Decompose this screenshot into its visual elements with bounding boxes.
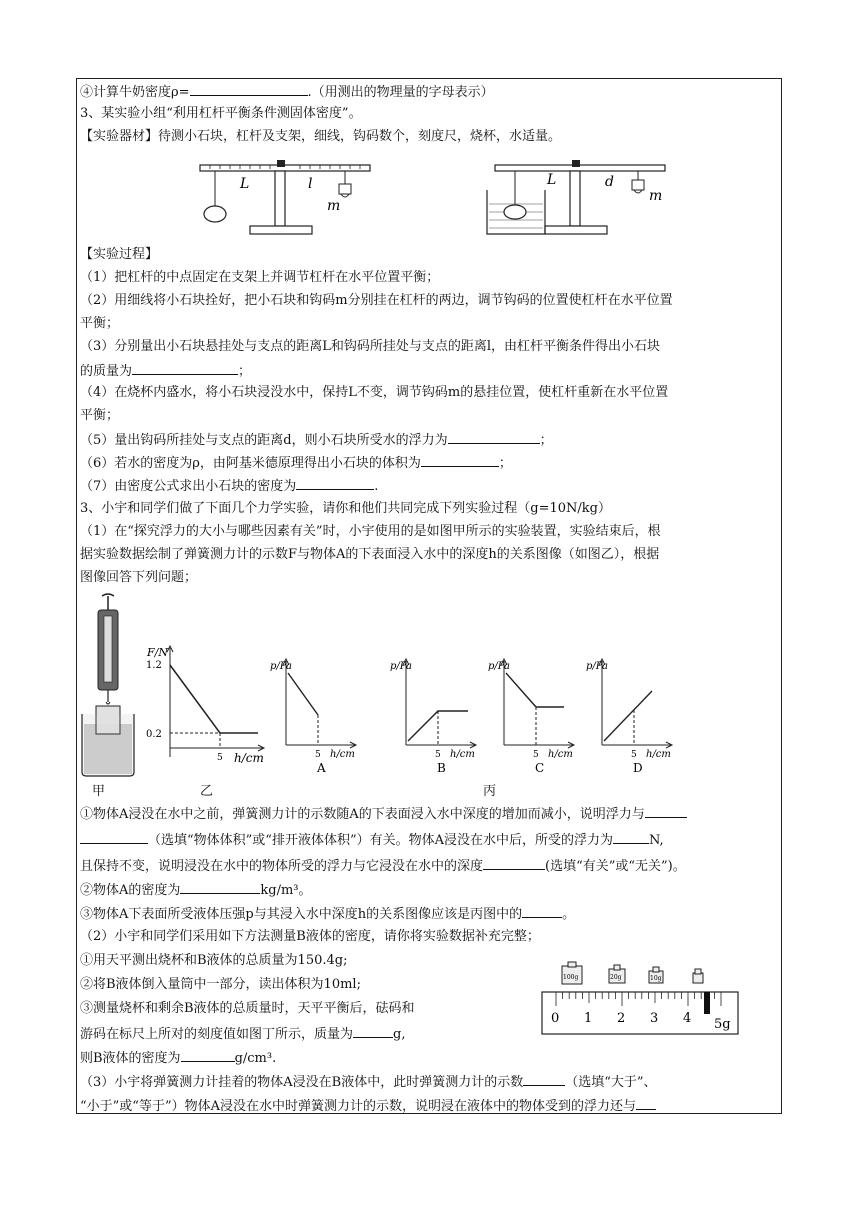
- text-line: 游码在标尺上所对的刻度值如图丁所示，质量为 g,: [80, 1024, 405, 1044]
- text-line: ①物体A浸没在水中之前，弹簧测力计的示数随A的下表面浸入水中深度的增加而减小，说明浮力与: [80, 804, 687, 824]
- scale-tick-3: 3: [650, 1011, 659, 1026]
- scale-tick-1: 1: [584, 1011, 593, 1026]
- caption-yi: 乙: [200, 784, 214, 799]
- text-line: （3）小宇将弹簧测力计挂着的物体A浸没在B液体中，此时弹簧测力计的示数 （选填“大于”、: [80, 1072, 657, 1092]
- graph-tick-0.2: 0.2: [146, 729, 162, 740]
- lever-l-label: l: [308, 176, 313, 192]
- graph-h-axis-label: h/cm: [234, 751, 264, 765]
- graph-F-vs-h: [140, 642, 270, 767]
- graph-tick-5: 5: [217, 753, 223, 763]
- scale-5g-label: 5g: [714, 1017, 731, 1032]
- text-line: （6）若水的密度为ρ，由阿基米德原理得出小石块的体积为 ；: [80, 453, 512, 473]
- text-line: ③测量烧杯和剩余B液体的总质量时，天平平衡后，砝码和: [80, 1001, 415, 1016]
- graph-F-axis-label: F/N: [147, 646, 168, 659]
- scale-tick-4: 4: [683, 1011, 692, 1026]
- text-line: （2）用细线将小石块拴好，把小石块和钩码m分别挂在杠杆的两边，调节钩码的位置使杠杆在水平位置: [80, 293, 673, 308]
- text-line: （2）小宇和同学们采用如下方法测量B液体的密度，请你将实验数据补充完整；: [80, 929, 540, 944]
- text-line: 据实验数据绘制了弹簧测力计的示数F与物体A的下表面浸入水中的深度h的关系图像（如图乙），根据: [80, 547, 660, 562]
- graph-C-p-label: p/Pa: [488, 661, 511, 672]
- text-line: 平衡；: [80, 316, 120, 331]
- graph-B-p-label: p/Pa: [390, 661, 413, 672]
- text-line: （7）由密度公式求出小石块的密度为 .: [80, 476, 378, 496]
- graph-D-caption: D: [633, 761, 643, 775]
- graph-D-h-label: h/cm: [646, 749, 671, 760]
- graph-C-caption: C: [535, 761, 545, 775]
- text-line: 则B液体的密度为 g/cm³.: [80, 1048, 276, 1068]
- weights-and-rider-scale: [540, 960, 750, 1038]
- graph-A-caption: A: [317, 761, 326, 775]
- text-line: ④计算牛奶密度ρ= .（用测出的物理量的字母表示）: [80, 82, 494, 102]
- lever-m-label-2: m: [649, 188, 663, 204]
- text-line: （3）分别量出小石块悬挂处与支点的距离L和钩码所挂处与支点的距离l，由杠杆平衡条件得出小石块: [80, 339, 661, 354]
- graph-B-tick-5: 5: [435, 750, 441, 760]
- scale-tick-2: 2: [617, 1011, 626, 1026]
- spring-scale-apparatus: [80, 592, 140, 778]
- text-line: （4）在烧杯内盛水，将小石块浸没水中，保持L不变，调节钩码m的悬挂位置，使杠杆重新在水平位置: [80, 385, 669, 400]
- caption-jia: 甲: [92, 784, 106, 799]
- lever-m-label: m: [327, 198, 341, 214]
- text-line: 平衡；: [80, 408, 120, 423]
- weight-100g-label: 100g: [563, 974, 579, 981]
- weight-20g-label: 20g: [610, 974, 622, 981]
- lever-figures: [195, 152, 675, 242]
- text-line: 的质量为 ；: [80, 361, 251, 381]
- graph-D-tick-5: 5: [631, 750, 637, 760]
- graph-D-p-label: p/Pa: [586, 661, 609, 672]
- text-line: 3、某实验小组“利用杠杆平衡条件测固体密度”。: [80, 106, 362, 121]
- text-line: （5）量出钩码所挂处与支点的距离d，则小石块所受水的浮力为 ；: [80, 430, 553, 450]
- graph-B-caption: B: [437, 761, 446, 775]
- lever-L-label: L: [240, 176, 250, 192]
- graph-tick-1.2: 1.2: [146, 660, 162, 671]
- text-line: 3、小宇和同学们做了下面几个力学实验，请你和他们共同完成下列实验过程（g=10N/kg）: [80, 501, 611, 516]
- graph-A-tick-5: 5: [315, 750, 321, 760]
- text-line: （选填“物体体积”或“排开液体体积”）有关。物体A浸没在水中后，所受的浮力为 N,: [80, 830, 664, 850]
- graph-A-h-label: h/cm: [330, 749, 355, 760]
- text-line: ②将B液体倒入量筒中一部分，读出体积为10ml;: [80, 977, 361, 992]
- lever-d-label: d: [605, 174, 614, 190]
- graph-C-h-label: h/cm: [548, 749, 573, 760]
- text-line: （1）在“探究浮力的大小与哪些因素有关”时，小宇使用的是如图甲所示的实验装置，实验结束后，根: [80, 524, 661, 539]
- text-line: 图像回答下列问题；: [80, 570, 198, 585]
- graph-A-p-label: p/Pa: [270, 661, 293, 672]
- caption-bing: 丙: [483, 784, 497, 799]
- text-line: ③物体A下表面所受液体压强p与其浸入水中深度h的关系图像应该是丙图中的 。: [80, 904, 575, 924]
- text-line: （1）把杠杆的中点固定在支架上并调节杠杆在水平位置平衡；: [80, 270, 440, 285]
- text-line: ①用天平测出烧杯和B液体的总质量为150.4g;: [80, 953, 348, 968]
- scale-tick-0: 0: [551, 1011, 560, 1026]
- text-line: 【实验器材】待测小石块，杠杆及支架，细线，钩码数个，刻度尺，烧杯，水适量。: [80, 129, 562, 144]
- graph-B-h-label: h/cm: [450, 749, 475, 760]
- pressure-graphs: [270, 655, 760, 775]
- lever-L-label-2: L: [547, 172, 557, 188]
- text-line: 且保持不变，说明浸没在水中的物体所受的浮力与它浸没在水中的深度 (选填“有关”或“无关”)。: [80, 856, 686, 876]
- graph-C-tick-5: 5: [533, 750, 539, 760]
- text-line: 【实验过程】: [80, 247, 159, 262]
- weight-10g-label: 10g: [650, 975, 662, 982]
- text-line: “小于”或“等于”）物体A浸没在水中时弹簧测力计的示数，说明浸在液体中的物体受到的浮力还与: [80, 1096, 656, 1116]
- text-line: ②物体A的密度为 kg/m³。: [80, 880, 312, 900]
